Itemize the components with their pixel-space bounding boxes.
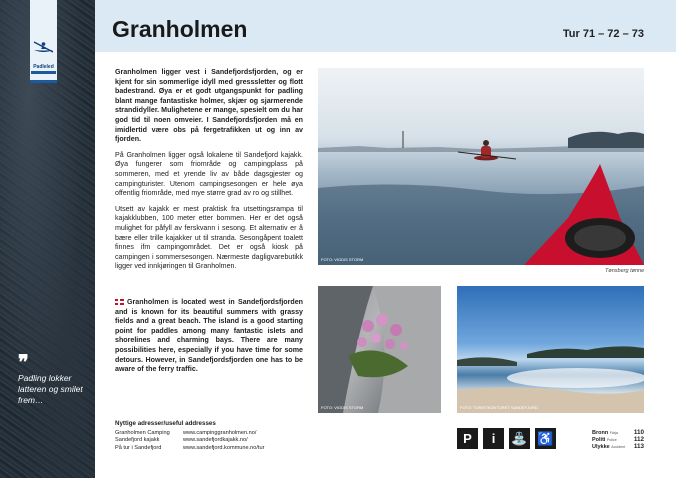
photo-flowers [318, 286, 441, 413]
emergency-label: Bronn [592, 430, 609, 436]
kayak-icon [32, 40, 55, 54]
emergency-number: 110 [633, 429, 644, 436]
logo-text: Padleled [33, 64, 54, 70]
facility-icons [457, 428, 556, 449]
photo-credit-3: FOTO: TURISTKONTORET SANDEFJORD [460, 405, 538, 410]
emergency-numbers [592, 430, 644, 450]
emergency-number: 113 [633, 442, 644, 450]
photo-kayaker [318, 68, 644, 265]
english-paragraph: Granholmen is located west in Sandefjordsfjorden and is known for its beautiful summers with grassy fields and a great beach. The island is a good starting point for paddles among many fantastic islets and shorelines and charming bays. There are many possibilities here, especially if you have time for some detours. However, in Sandefjordsfjorden one has to be aware of the ferry traffic. [115, 298, 303, 374]
address-row [115, 437, 315, 445]
emergency-number: 112 [633, 435, 644, 443]
main-text [115, 68, 303, 278]
info-icon: i [483, 428, 504, 449]
uk-flag-icon [115, 299, 124, 305]
address-link[interactable]: www.campinggranholmen.no/ [183, 429, 257, 436]
emergency-sublabel: Färja [609, 431, 618, 435]
emergency-sublabel: Police [606, 437, 617, 442]
address-name: Sandefjord kajakk [115, 437, 160, 443]
parking-icon: P [457, 428, 478, 449]
emergency-label: Politi [592, 436, 606, 443]
photo-credit-2: FOTO: VIGDIS STORM [321, 405, 364, 410]
address-name: På tur i Sandefjord [115, 444, 162, 451]
tour-numbers: Tur 71 – 72 – 73 [562, 28, 644, 40]
photo-caption: Tønsberg tønne [605, 268, 645, 274]
padleled-logo [30, 0, 57, 83]
page-title: Granholmen [112, 16, 248, 42]
emergency-sublabel: Accident [611, 444, 626, 449]
address-link[interactable]: www.sandefjord.kommune.no/tur [183, 444, 265, 451]
photo-beach-drawing [457, 286, 644, 413]
logo-underline [31, 71, 56, 74]
quote-mark-icon: ❞ [18, 350, 29, 374]
intro-paragraph: Granholmen ligger vest i Sandefjordsfjorden, og er kjent for sin sommerlige idyll med gresssletter og flott badestrand. Øya er et godt utgangspunkt for padling blant mange fantastiske holmer, skjær og sjarmerende strandidyller. Mulighetene er mange, spesielt om du har god tid til noen omveier. I Sandefjordsfjorden må en imidlertid være obs på fergetrafikken ut og inn av fjorden. [115, 68, 303, 144]
addresses-heading: Nyttige adresser/useful addresses [115, 420, 216, 427]
useful-addresses [115, 420, 315, 452]
header-band [0, 0, 676, 52]
address-link[interactable]: www.sandefjordkajakk.no/ [183, 437, 248, 443]
photo-flowers-drawing [318, 286, 441, 413]
address-name: Granholmen Camping [115, 429, 170, 436]
paragraph-launch: Utsett av kajakk er mest praktisk fra utsettingsrampa til kajakklubben, 100 meter etter bommen. Her er det også mulighet for påfyll av ferskvann i sesong. Et alternativ er å bære eller trille kajakker ut til stranda. Sesongåpent toalett finnes ifm campingområdet. Det er også kiosk på campingen i sommersesongen. Nærmeste dagligvarebutikk ligger ved innkjøringen til Granholmen. [115, 204, 303, 271]
sidebar-quote: Padling lokker latteren og smilet frem… [18, 373, 83, 405]
address-row [115, 445, 315, 453]
emergency-label: Ulykke [592, 443, 610, 450]
toilet-icon: ♿ [535, 428, 556, 449]
address-row [115, 430, 315, 438]
photo-credit-1: FOTO: VIGDIS STORM [321, 257, 364, 262]
photo-kayaker-drawing [318, 68, 644, 265]
emergency-row [592, 444, 644, 451]
paragraph-camping: På Granholmen ligger også lokalene til Sandefjord kajakk. Øya fungerer som friområde og campingplass på sommeren, med et yrende liv av både dagsgjester og campingturister. Utenom campingsesongen er hele øya offentlig friområde, med mye større grad av ro og stillhet. [115, 150, 303, 198]
english-section [115, 298, 303, 375]
water-tap-icon: ⛲ [509, 428, 530, 449]
photo-beach [457, 286, 644, 413]
